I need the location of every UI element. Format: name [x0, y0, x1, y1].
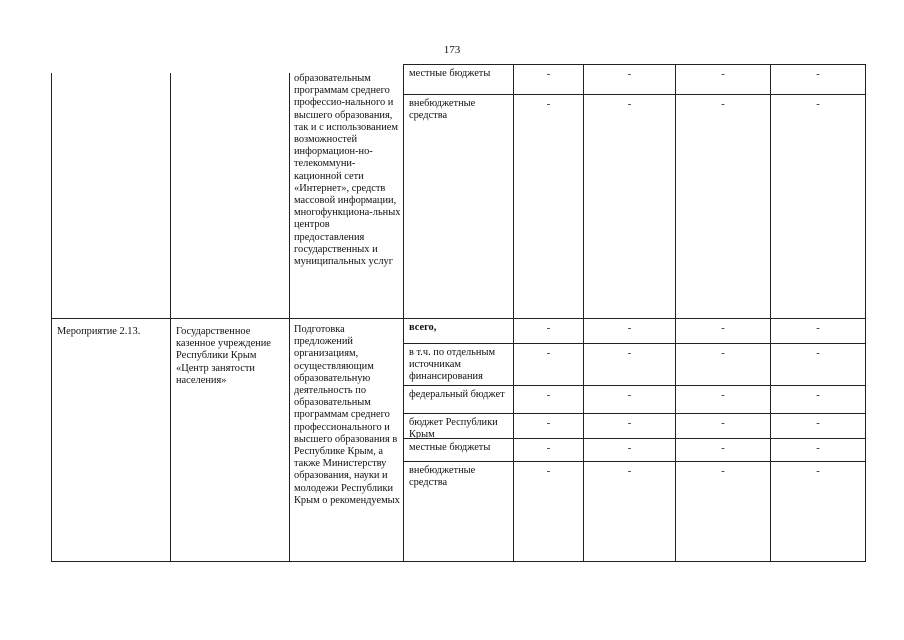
funding-source-label: внебюджетные средства: [409, 465, 476, 489]
funding-value-cell: -: [721, 390, 725, 401]
page-number: 173: [443, 44, 461, 56]
funding-value-cell: -: [627, 348, 632, 359]
funding-value-cell: -: [816, 466, 820, 477]
funding-value-cell: -: [721, 443, 725, 454]
funding-value-cell: -: [546, 443, 551, 454]
funding-value-cell: -: [816, 348, 820, 359]
funding-value-cell: -: [546, 348, 551, 359]
funding-value-cell: -: [627, 418, 632, 429]
funding-value-cell: -: [816, 99, 820, 110]
funding-value-cell: -: [627, 443, 632, 454]
top-description-cell: образовательным программам среднего профессио-нального и высшего образования, так и с использованием возможностей информацион-но-телекоммуни-кационной сети «Интернет», средств массовой информации, многофункциона-льных центров предоставления государственных и муниципальных услуг: [294, 73, 401, 268]
table-left-border: [51, 73, 52, 562]
column-divider: [675, 64, 676, 562]
funding-value-cell: -: [546, 466, 551, 477]
funding-value-cell: -: [721, 69, 725, 80]
funding-value-cell: -: [627, 466, 632, 477]
funding-value-cell: -: [627, 390, 632, 401]
funding-source-label: местные бюджеты: [409, 442, 491, 453]
source-row-divider: [403, 438, 866, 439]
funding-value-cell: -: [546, 390, 551, 401]
source-row-divider: [403, 461, 866, 462]
funding-source-label: всего,: [409, 322, 437, 333]
source-row-divider: [403, 94, 866, 95]
funding-value-cell: -: [816, 69, 820, 80]
column-divider: [583, 64, 584, 562]
source-row-divider: [403, 413, 866, 414]
funding-source-label: внебюджетные средства: [409, 98, 476, 122]
funding-value-cell: -: [816, 390, 820, 401]
funding-value-cell: -: [721, 418, 725, 429]
executor-cell: Государственное казенное учреждение Республики Крым «Центр занятости населения»: [176, 326, 271, 386]
funding-value-cell: -: [816, 418, 820, 429]
funding-value-cell: -: [721, 348, 725, 359]
column-divider: [513, 64, 514, 562]
funding-value-cell: -: [816, 443, 820, 454]
funding-value-cell: -: [546, 418, 551, 429]
funding-source-label: бюджет Республики Крым: [409, 417, 498, 439]
column-divider: [770, 64, 771, 562]
funding-value-cell: -: [816, 323, 820, 334]
table-right-border: [865, 64, 866, 562]
funding-value-cell: -: [546, 323, 551, 334]
funding-source-label: федеральный бюджет: [409, 389, 505, 400]
column-divider: [170, 73, 171, 562]
funding-value-cell: -: [721, 466, 725, 477]
funding-value-cell: -: [627, 69, 632, 80]
funding-source-label: в т.ч. по отдельным источникам финансирования: [409, 347, 496, 383]
activity-cell: Мероприятие 2.13.: [57, 326, 141, 337]
bottom-description-cell: Подготовка предложений организациям, осуществляющим образовательную деятельность по образовательным программам среднего профессионального и высшего образования в Республике Крым, а также Министерству образования, науки и молодежи Республики Крым о рекомендуемых: [294, 324, 400, 506]
funding-value-cell: -: [721, 99, 725, 110]
funding-value-cell: -: [627, 323, 632, 334]
funding-value-cell: -: [721, 323, 725, 334]
funding-value-cell: -: [546, 99, 551, 110]
funding-value-cell: -: [546, 69, 551, 80]
funding-source-label: местные бюджеты: [409, 68, 491, 79]
table-top-border: [403, 64, 866, 65]
source-row-divider: [403, 385, 866, 386]
source-row-divider: [403, 343, 866, 344]
funding-value-cell: -: [627, 99, 632, 110]
